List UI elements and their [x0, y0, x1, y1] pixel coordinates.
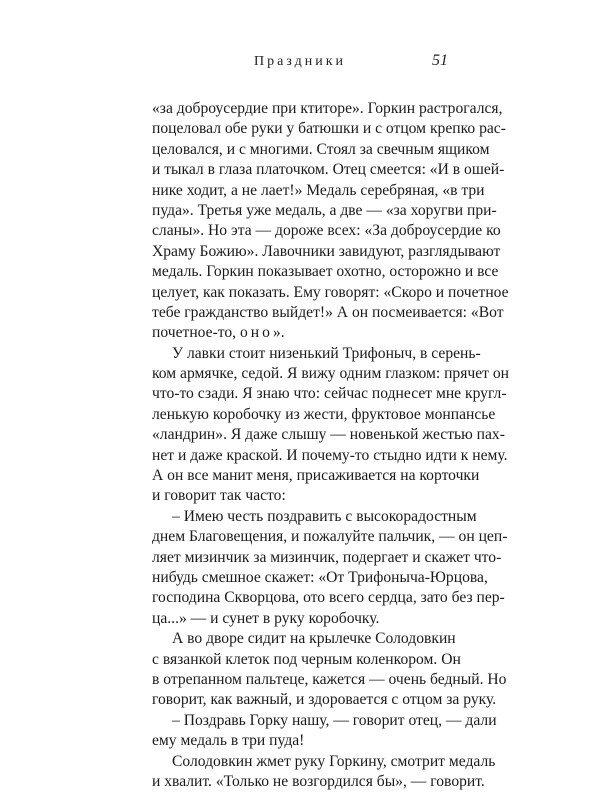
text-line: [152, 140, 490, 160]
text-line-content: нике ходит, а не лает!» Медаль серебряная, «в три: [152, 181, 485, 199]
text-line: [152, 711, 497, 731]
text-line-content: нет и даже краской. И почему-то стыдно идти к нему.: [152, 446, 508, 464]
text-line-content: – Поздравь Горку нашу, — говорит отец, — дали: [172, 711, 497, 729]
text-line-content: ца...» — и сунет в руку коробочку.: [152, 609, 380, 627]
text-line-content: ему медаль в три пуда!: [152, 732, 305, 750]
text-line-content: господина Скворцова, ото всего сердца, зато без пер-: [152, 589, 505, 607]
text-line: [152, 364, 510, 384]
text-line: [152, 425, 505, 445]
text-line: [152, 609, 452, 629]
spaced-word: оно: [239, 324, 273, 342]
text-line-content: целует, как показать. Ему говорят: «Скоро и почетное: [152, 283, 509, 301]
text-line: [152, 731, 452, 751]
text-line: [152, 548, 502, 568]
text-line: [152, 527, 508, 547]
text-line-content: – Имею честь поздравить с высокорадостным: [172, 507, 477, 525]
text-line-content: и хвалит. «Только не возгордился бы», — говорит.: [152, 772, 485, 790]
text-line: [152, 303, 504, 323]
text-line: [152, 119, 506, 139]
text-line-content: тебе гражданство выйдет!» А он посмеивается: «Вот: [152, 303, 504, 321]
text-line: [152, 201, 497, 221]
text-line-content: говорит, как важный, и здоровается с отцом за руку.: [152, 691, 497, 709]
page-number: 51: [432, 52, 448, 69]
text-line-content: нибудь смешное скажет: «От Трифоныча-Юрцова,: [152, 568, 488, 586]
text-line: [152, 99, 503, 119]
text-line: [152, 323, 452, 343]
text-line-content: пуда». Третья уже медаль, а две — «за хоругви при-: [152, 201, 497, 219]
text-line-content: с вязанкой клеток под черным коленкором. Он: [152, 650, 461, 668]
text-line-content: Солодовкин жмет руку Горкину, смотрит медаль: [172, 752, 496, 770]
text-line: [152, 752, 496, 772]
text-line: [152, 384, 507, 404]
text-line-content: целовался, и с многими. Стоял за свечным ящиком: [152, 140, 490, 158]
text-line: [152, 405, 496, 425]
running-head: Праздники: [253, 54, 346, 69]
text-line-content: в отрепанном пальтеце, кажется — очень бедный. Но: [152, 670, 507, 688]
text-line: [152, 446, 508, 466]
text-line: [152, 466, 480, 486]
text-line-content: ленькую коробочку из жести, фруктовое монпансье: [152, 405, 496, 423]
text-line-content: и говорит так часто:: [152, 487, 286, 505]
text-line: [152, 262, 499, 282]
text-line: [152, 650, 461, 670]
text-line-content: А во дворе сидит на крылечке Солодовкин: [172, 630, 456, 648]
text-line: [152, 160, 505, 180]
text-line-content: сланы». Но эта — дороже всех: «За доброусердие ко: [152, 222, 501, 240]
text-line-content: ляет мизинчик за мизинчик, подергает и скажет что-: [152, 548, 502, 566]
text-line-content: днем Благовещения, и пожалуйте пальчик, — он цеп-: [152, 528, 508, 546]
line-tail: ».: [272, 324, 285, 342]
text-line: [152, 344, 481, 364]
text-line-content: А он все манит меня, присаживается на корточки: [152, 467, 480, 485]
text-line-content: Храму Божию». Лавочники завидуют, разглядывают: [152, 242, 501, 260]
text-line: [152, 242, 501, 262]
text-line: [152, 670, 507, 690]
body-text: [152, 99, 510, 792]
text-line: [152, 568, 488, 588]
text-line: [152, 221, 501, 241]
text-line-content: «за доброусердие при ктиторе». Горкин растрогался,: [152, 100, 503, 117]
text-line-content: «ландрин». Я даже слышу — новенькой жестью пах-: [152, 426, 505, 444]
text-line: [152, 486, 452, 506]
text-line: [152, 690, 497, 710]
text-line-content: ком армячке, седой. Я вижу одним глазком: прячет он: [152, 365, 510, 383]
text-line: [152, 283, 509, 303]
text-line: [152, 772, 485, 792]
text-line: [152, 588, 505, 608]
text-line: [152, 181, 485, 201]
text-line: [152, 507, 477, 527]
text-line-content: поцеловал обе руки у батюшки и с отцом крепко рас-: [152, 120, 506, 138]
text-line-content: медаль. Горкин показывает охотно, осторожно и все: [152, 263, 499, 281]
text-line-content: что-то сзади. Я знаю что: сейчас поднесет мне кругл-: [152, 385, 507, 403]
text-line-content: У лавки стоит низенький Трифоныч, в серень-: [172, 344, 481, 362]
text-line: [152, 629, 456, 649]
text-line-content: и тыкал в глаза платочком. Отец смеется: «И в ошей-: [152, 161, 505, 179]
text-line-content: почетное-то,: [152, 324, 240, 342]
